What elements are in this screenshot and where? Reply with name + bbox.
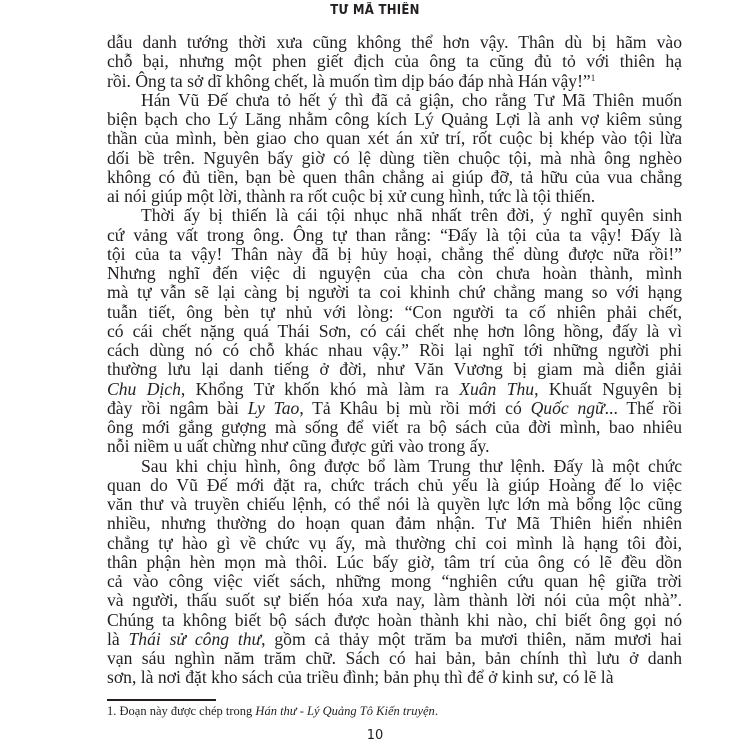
- text-line: [107, 264, 682, 283]
- italic-title: Thái sử công thư: [128, 628, 262, 649]
- text-line: [107, 630, 682, 649]
- text-run: có cái chết nặng quá Thái Sơn, có cái chết nhẹ hơn lông hồng, đấy là vì: [107, 320, 682, 341]
- text-line: [107, 495, 682, 514]
- text-run: mà tự vẫn sẽ lại càng bị người ta coi khinh chứ chẳng mang so với hạng: [107, 282, 682, 303]
- text-run: thân phận hèn mọn mà thôi. Lúc bấy giờ, tâm trí của ông có lẽ đều dồn: [107, 551, 682, 572]
- text-line: [107, 418, 682, 437]
- text-run: ông mới gắng gượng mà sống để viết ra bộ sách của đời mình, bao nhiêu: [107, 417, 682, 437]
- text-run: cách dùng nó có chỗ khác nhau vậy.” Rồi lại nghĩ tới những người phi: [107, 340, 682, 360]
- text-run: chỗ bại, nhưng một phen giết địch của ông ta cũng đủ tỏ với thiên hạ: [107, 51, 682, 72]
- text-line: [107, 380, 682, 399]
- text-line: [107, 129, 682, 148]
- text-line: [107, 360, 682, 379]
- paragraph: [107, 91, 682, 207]
- text-line: [107, 322, 682, 341]
- text-line: [107, 591, 682, 610]
- text-line: [107, 649, 682, 668]
- footnote: [107, 704, 438, 719]
- text-run: không có đủ tiền, bạn bè quen thân chẳng ai giúp đỡ, tả hữu của vua chẳng: [107, 166, 682, 187]
- text-run: , Tả Khâu bị mù rồi mới có: [299, 397, 531, 418]
- text-run: dối bề trên. Nguyên bấy giờ có lệ dùng tiền chuộc tội, mà nhà ông nghèo: [107, 147, 682, 168]
- text-line: [107, 611, 682, 630]
- text-line: [107, 168, 682, 187]
- text-run: thường lưu lại danh tiếng ở đời, như Văn Vương bị giam mà diễn giải: [107, 359, 682, 380]
- text-run: Nhưng nghĩ đến việc di nguyện của cha còn chưa hoàn thành, mình: [107, 263, 682, 283]
- text-run: là: [107, 628, 129, 649]
- text-run: đày rồi ngâm bài: [107, 397, 248, 418]
- text-run: cứ vảng vất trong ông. Ông tự than rằng: “Đấy là tội của ta vậy! Đấy là: [107, 224, 682, 245]
- text-run: nỗi niềm u uất chừng như cũng được gửi vào trong ấy.: [107, 436, 490, 457]
- text-line: [107, 52, 682, 71]
- text-run: biện bạch cho Lý Lăng nhằm công kích Lý Quảng Lợi là anh vợ kiêm sủng: [107, 109, 682, 129]
- text-line: [107, 149, 682, 168]
- body-text: [107, 33, 682, 688]
- text-run: chẳng tự hào gì về chức vụ ấy, mà thường chỉ coi mình là hạng tôi đòi,: [107, 532, 682, 553]
- paragraph: [107, 33, 682, 91]
- text-run: cả vào công việc viết sách, những mong “nghiên cứu quan hệ giữa trời: [107, 571, 682, 591]
- text-line: [107, 245, 682, 264]
- text-line: [107, 187, 682, 206]
- text-run: vạn sáu nghìn năm trăm chữ. Sách có hai bản, bản chính thì lưu ở danh: [107, 648, 682, 668]
- text-line: [107, 457, 682, 476]
- text-run: , Khuất Nguyên bị: [534, 378, 682, 399]
- text-run: Sau khi chịu hình, ông được bổ làm Trung thư lệnh. Đấy là một chức: [141, 455, 682, 476]
- text-line: [107, 553, 682, 572]
- text-run: tuẫn tiết, ông bèn tự nhủ với lòng: “Con người ta cố nhiên phải chết,: [107, 301, 682, 322]
- italic-title: Chu Dịch: [107, 378, 181, 399]
- text-run: ... Thế rồi: [604, 397, 683, 418]
- text-run: nhiều, nhưng thường do hoạn quan đảm nhận. Tư Mã Thiên hiển nhiên: [107, 513, 682, 534]
- text-line: [107, 33, 682, 52]
- text-run: Chúng ta không biết bộ sách được hoàn thành khi nào, chỉ biết ông gọi nó: [107, 609, 682, 630]
- text-line: [107, 72, 682, 91]
- text-run: rồi. Ông ta sở dĩ không chết, là muốn tìm dịp báo đáp nhà Hán vậy!”: [107, 70, 591, 91]
- text-run: thần của mình, bèn giao cho quan xét án xử trí, rốt cuộc bị khép vào tội lừa: [107, 128, 682, 149]
- text-line: [107, 110, 682, 129]
- text-line: [107, 91, 682, 110]
- text-line: [107, 514, 682, 533]
- footnote-text: 1. Đoạn này được chép trong: [107, 704, 256, 718]
- italic-title: Xuân Thu: [459, 378, 535, 399]
- text-line: [107, 303, 682, 322]
- text-run: tội của ta vậy! Thân này đã bị hủy hoại, chẳng thể dùng được nữa rồi!”: [107, 243, 682, 264]
- text-run: , gồm cả thảy một trăm ba mươi thiên, năm mươi hai: [261, 628, 683, 649]
- footnote-end: .: [434, 704, 438, 718]
- paragraph: [107, 457, 682, 688]
- footnote-source: Hán thư - Lý Quảng Tô Kiến truyện: [255, 704, 435, 718]
- text-line: [107, 206, 682, 225]
- italic-title: Quốc ngữ: [530, 397, 605, 418]
- text-line: [107, 226, 682, 245]
- text-run: và người, thấu suốt sự biến hóa xưa nay, làm thành lời nói của một nhà”.: [107, 590, 682, 611]
- text-run: Thời ấy bị thiến là cái tội nhục nhã nhất trên đời, ý nghĩ quyên sinh: [141, 205, 682, 226]
- running-header: TƯ MÃ THIÊN: [330, 3, 420, 18]
- text-run: Hán Vũ Đế chưa tỏ hết ý thì đã cả giận, cho rằng Tư Mã Thiên muốn: [141, 89, 682, 110]
- paragraph: [107, 206, 682, 456]
- text-run: quan do Vũ Đế mới đặt ra, chức trách chủ yếu là giúp Hoàng đế lo việc: [107, 474, 682, 495]
- text-run: sơn, là nơi đặt kho sách của triều đình; bản phụ thì để ở kinh sư, có lẽ là: [107, 667, 614, 688]
- text-run: văn thư và truyền chiếu lệnh, có thể nói là quyền lực lớn mà bổng lộc cũng: [107, 494, 682, 514]
- text-line: [107, 283, 682, 302]
- text-run: dẫu danh tướng thời xưa cũng không thể hơn vậy. Thân dù bị hãm vào: [107, 32, 682, 52]
- footnote-divider: [107, 699, 216, 701]
- text-line: [107, 668, 682, 687]
- text-line: [107, 476, 682, 495]
- text-run: ai nói giúp một lời, thành ra rốt cuộc bị xử cung hình, tức là tội thiến.: [107, 186, 596, 206]
- text-line: [107, 572, 682, 591]
- page-number: 10: [366, 728, 384, 743]
- text-line: [107, 534, 682, 553]
- text-run: , Khổng Tử khốn khó mà làm ra: [180, 378, 460, 399]
- footnote-marker: 1: [590, 72, 596, 83]
- text-line: [107, 341, 682, 360]
- text-line: [107, 399, 682, 418]
- italic-title: Ly Tao: [247, 397, 300, 418]
- text-line: [107, 437, 682, 456]
